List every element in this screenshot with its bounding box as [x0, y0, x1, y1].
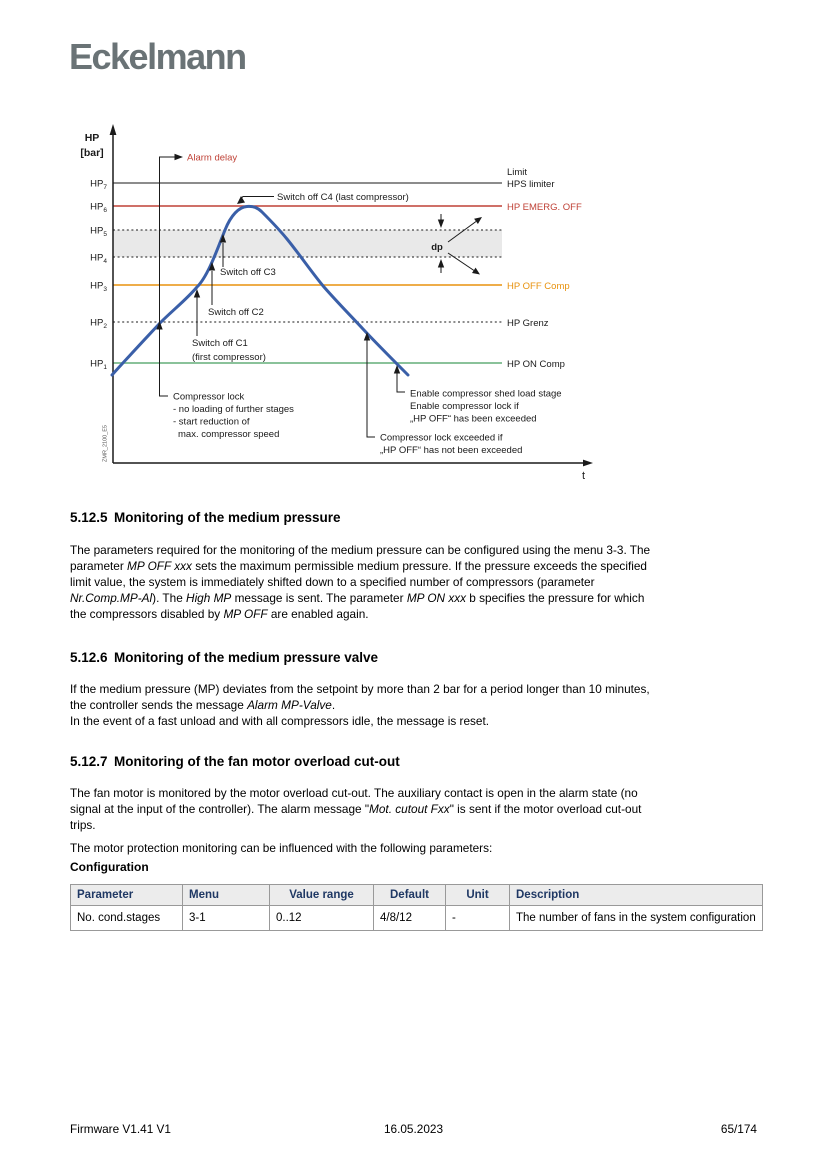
switch-c1-label-2: (first compressor)	[192, 352, 266, 363]
col-parameter: Parameter	[71, 885, 183, 906]
section-number: 5.12.6	[70, 650, 108, 665]
svg-text:HP4: $HP_4$	[90, 252, 107, 265]
y-axis-unit: [bar]	[80, 147, 104, 159]
col-description: Description	[510, 885, 763, 906]
section-title: Monitoring of the fan motor overload cut-out	[114, 754, 400, 769]
x-axis-arrow	[583, 460, 593, 467]
footer-firmware-version: Firmware V1.41 V1	[70, 1122, 171, 1136]
col-menu: Menu	[183, 885, 270, 906]
lock-note-4: max. compressor speed	[178, 429, 280, 440]
table-row	[71, 906, 763, 931]
footer-page-number: 65/174	[720, 1122, 757, 1136]
exceeded-note-1: Compressor lock exceeded if	[380, 432, 503, 444]
hp-pressure-diagram	[70, 122, 600, 487]
svg-text:HP5: $HP_5$	[90, 225, 107, 238]
alarm-delay-arrow	[175, 154, 184, 160]
hp-on-comp-label: HP ON Comp	[507, 359, 565, 370]
dp-label: dp	[431, 242, 443, 253]
figure-id-watermark: ZMR_2100_E5	[102, 425, 109, 462]
section-body-5-12-7: The fan motor is monitored by the motor overload cut-out. The auxiliary contact is open in the alarm state (no signal at the input of the controller). The alarm message "Mot. cutout Fxx" is sent if the motor overload cut-out trips.	[70, 786, 642, 832]
cell-description: The number of fans in the system configuration	[510, 906, 763, 931]
section-heading-5-12-7	[70, 754, 400, 769]
switch-off-annotations	[192, 192, 409, 363]
cell-parameter: No. cond.stages	[71, 906, 183, 931]
enable-note-3: „HP OFF“ has been exceeded	[410, 413, 537, 425]
hp-emerg-off-label: HP EMERG. OFF	[507, 202, 582, 213]
section-title: Monitoring of the medium pressure valve	[114, 650, 379, 665]
svg-text:HP2: $HP_2$	[90, 317, 107, 330]
section-body-5-12-5: The parameters required for the monitoring of the medium pressure can be configured using the menu 3-3. The parameter MP OFF xxx sets the maximum permissible medium pressure. If the pressure exceeds the specified limit value, the system is immediately shifted down to a specified number of compressors (parameter Nr.Comp.MP-Al). The High MP message is sent. The parameter MP ON xxx b specifies the pressure for which the compressors disabled by MP OFF are enabled again.	[70, 543, 651, 621]
hp-off-comp-label: HP OFF Comp	[507, 281, 570, 292]
alarm-delay-label: Alarm delay	[187, 152, 238, 164]
configuration-table	[70, 884, 763, 931]
right-labels	[507, 167, 582, 370]
cell-value-range: 0..12	[270, 906, 374, 931]
lock-note-1: Compressor lock	[173, 391, 245, 403]
hps-limiter-label: HPS limiter	[507, 179, 555, 190]
section-title: Monitoring of the medium pressure	[114, 510, 341, 525]
footer-date: 16.05.2023	[383, 1122, 444, 1136]
section-heading-5-12-5	[70, 510, 341, 525]
section-body-5-12-6: If the medium pressure (MP) deviates from the setpoint by more than 2 bar for a period longer than 10 minutes, the controller sends the message Alarm MP-Valve. In the event of a fast unload and with all compressors idle, the message is reset.	[70, 682, 650, 728]
limit-label: Limit	[507, 167, 528, 178]
enable-note-2: Enable compressor lock if	[410, 401, 519, 412]
switch-c1-label-1: Switch off C1	[192, 338, 248, 349]
section-number: 5.12.5	[70, 510, 108, 525]
enable-note-1: Enable compressor shed load stage	[410, 388, 562, 400]
y-axis-arrow	[110, 124, 117, 135]
exceeded-note-2: „HP OFF“ has not been exceeded	[380, 445, 523, 456]
svg-text:HP3: $HP_3$	[90, 280, 107, 293]
lock-note-3: - start reduction of	[173, 416, 250, 428]
switch-c3-label: Switch off C3	[220, 267, 276, 278]
section-number: 5.12.7	[70, 754, 108, 769]
svg-text:HP7: $HP_7$	[90, 178, 107, 191]
cell-unit: -	[446, 906, 510, 931]
hp-grenz-label: HP Grenz	[507, 318, 549, 329]
company-logo: Eckelmann	[69, 36, 246, 77]
table-header-row	[71, 885, 763, 906]
dp-band	[113, 230, 502, 257]
parameters-intro: The motor protection monitoring can be influenced with the following parameters:	[70, 841, 493, 855]
alarm-delay-annotation	[156, 153, 294, 441]
descent-annotations	[364, 332, 562, 456]
switch-c2-label: Switch off C2	[208, 307, 264, 318]
col-default: Default	[374, 885, 446, 906]
cell-menu: 3-1	[183, 906, 270, 931]
y-axis-label: HP	[84, 132, 100, 144]
lock-note-2: - no loading of further stages	[173, 404, 294, 415]
switch-c4-label: Switch off C4 (last compressor)	[277, 192, 409, 203]
cell-default: 4/8/12	[374, 906, 446, 931]
col-unit: Unit	[446, 885, 510, 906]
svg-text:HP6: $HP_6$	[90, 201, 107, 214]
level-lines	[113, 183, 502, 363]
section-heading-5-12-6	[70, 650, 378, 665]
configuration-label: Configuration	[70, 860, 149, 874]
svg-text:HP1: $HP_1$	[90, 358, 107, 371]
hp-level-labels	[90, 179, 107, 372]
col-value-range: Value range	[270, 885, 374, 906]
x-axis-label: t	[582, 470, 586, 482]
